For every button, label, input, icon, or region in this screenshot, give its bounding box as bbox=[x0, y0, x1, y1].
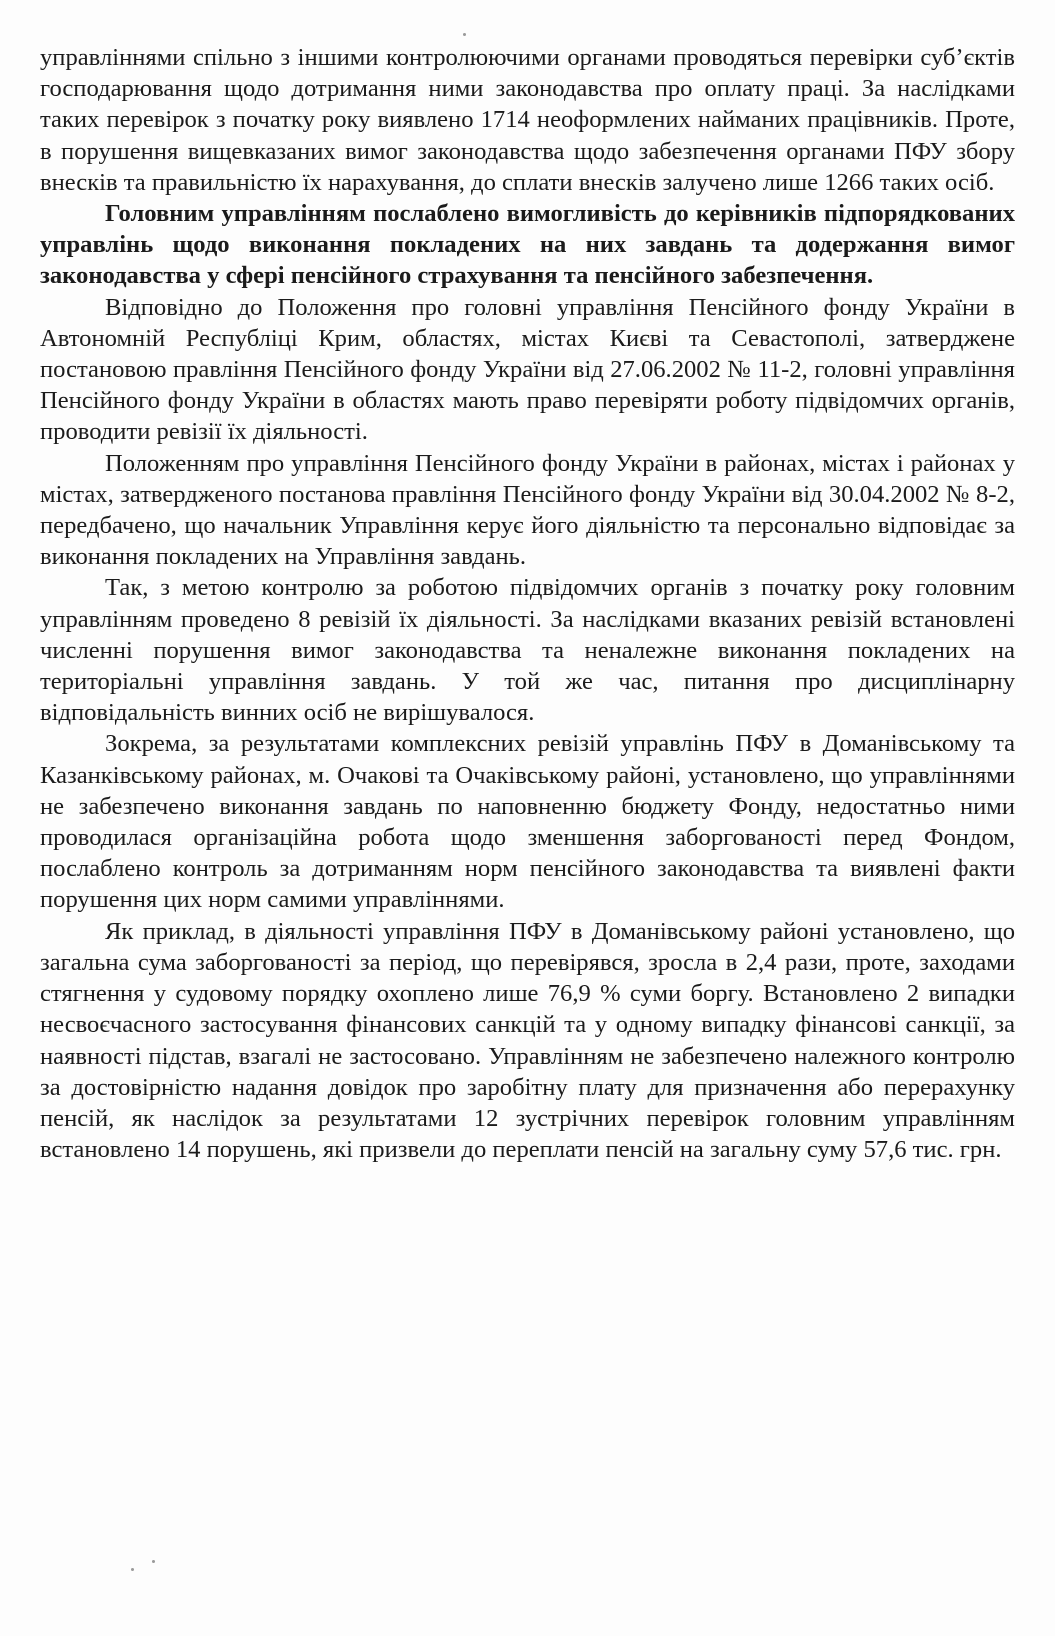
paragraph-1: управліннями спільно з іншими контролюючими органами проводяться перевірки суб’єктів господарювання щодо дотримання ними законодавства про оплату праці. За наслідками таких перевірок з початку року виявлено 1714 неоформлених найманих працівників. Проте, в порушення вищевказаних вимог законодавства щодо забезпечення органами ПФУ збору внесків та правильністю їх нарахування, до сплати внесків залучено лише 1266 таких осіб. bbox=[40, 44, 1015, 196]
paragraph-3: Відповідно до Положення про головні управління Пенсійного фонду України в Автономній Республіці Крим, областях, містах Києві та Севастополі, затверджене постановою правління Пенсійного фонду України від 27.06.2002 № 11-2, головні управління Пенсійного фонду України в областях мають право перевіряти роботу підвідомчих органів, проводити ревізії їх діяльності. bbox=[40, 293, 1015, 446]
paragraph-6: Зокрема, за результатами комплексних ревізій управлінь ПФУ в Доманівському та Казанківському районах, м. Очакові та Очаківському районі, установлено, що управліннями не забезпечено виконання завдань по наповненню бюджету Фонду, недостатньо ними проводилася організаційна робота щодо зменшення заборгованості перед Фондом, послаблено контроль за дотриманням норм пенсійного законодавства та виявлені факти порушення цих норм самими управліннями. bbox=[40, 730, 1015, 914]
paragraph-5: Так, з метою контролю за роботою підвідомчих органів з початку року головним управлінням проведено 8 ревізій їх діяльності. За наслідками вказаних ревізій встановлені численні порушення вимог законодавства та неналежне виконання покладених на територіальні управління завдань. У той же час, питання про дисциплінарну відповідальність винних осіб не вирішувалося. bbox=[40, 574, 1015, 727]
paragraph-2-heading: Головним управлінням послаблено вимогливість до керівників підпорядкованих управлінь щодо виконання покладених на них завдань та додержання вимог законодавства у сфері пенсійного страхування та пенсійного забезпечення. bbox=[40, 200, 1015, 290]
scan-speck bbox=[463, 33, 466, 36]
scan-speck bbox=[152, 1560, 155, 1563]
document-body bbox=[40, 42, 1015, 1165]
paragraph-7: Як приклад, в діяльності управління ПФУ в Доманівському районі установлено, що загальна сума заборгованості за період, що перевірявся, зросла в 2,4 рази, проте, заходами стягнення у судовому порядку охоплено лише 76,9 % суми боргу. Встановлено 2 випадки несвоєчасного застосування фінансових санкцій та у одному випадку фінансові санкції, за наявності підстав, взагалі не застосовано. Управлінням не забезпечено належного контролю за достовірністю надання довідок про заробітну плату для призначення або перерахунку пенсій, як наслідок за результатами 12 зустрічних перевірок головним управлінням встановлено 14 порушень, які призвели до переплати пенсій на загальну суму 57,6 тис. грн. bbox=[40, 917, 1015, 1164]
scan-speck bbox=[131, 1568, 134, 1571]
paragraph-4: Положенням про управління Пенсійного фонду України в районах, містах і районах у містах, затвердженого постанова правління Пенсійного фонду України від 30.04.2002 № 8-2, передбачено, що начальник Управління керує його діяльністю та персонально відповідає за виконання покладених на Управління завдань. bbox=[40, 449, 1015, 571]
